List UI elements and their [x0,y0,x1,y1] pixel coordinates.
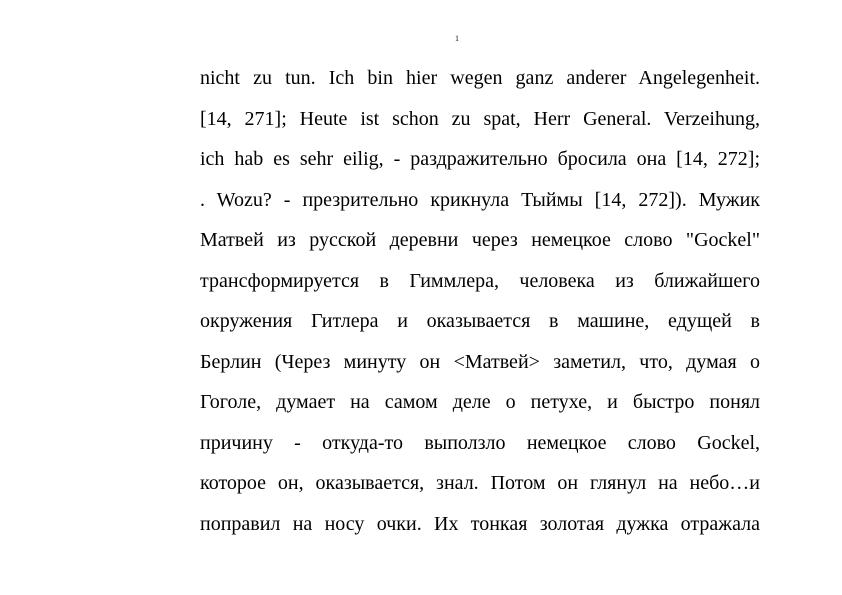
text-line: Гоголе, думает на самом деле о петухе, и быстро понял [200,391,760,413]
text-line: ich hab es sehr eilig, - раздражительно бросила она [14, 272]; [200,148,760,170]
text-line: Берлин (Через минуту он <Матвей> заметил, что, думая о [200,350,760,373]
text-line: окружения Гитлера и оказывается в машине, едущей в [200,310,760,332]
text-line: . Wozu? - презрительно крикнула Тыймы [14, 272]). Мужик [200,188,760,211]
body-text [200,58,760,544]
text-line: причину - откуда-то выползло немецкое слово Gockel, [200,431,760,454]
text-line: Матвей из русской деревни через немецкое слово "Gockel" [200,229,760,251]
text-line: которое он, оказывается, знал. Потом он глянул на небо…и [200,472,760,494]
text-line: трансформируется в Гиммлера, человека из ближайшего [200,269,760,292]
text-line: [14, 271]; Heute ist schon zu spat, Herr General. Verzeihung, [200,107,760,130]
text-line: поправил на носу очки. Их тонкая золотая дужка отражала [200,512,760,535]
text-line: nicht zu tun. Ich bin hier wegen ganz anderer Angelegenheit. [200,67,760,89]
page-number: 1 [455,34,459,43]
